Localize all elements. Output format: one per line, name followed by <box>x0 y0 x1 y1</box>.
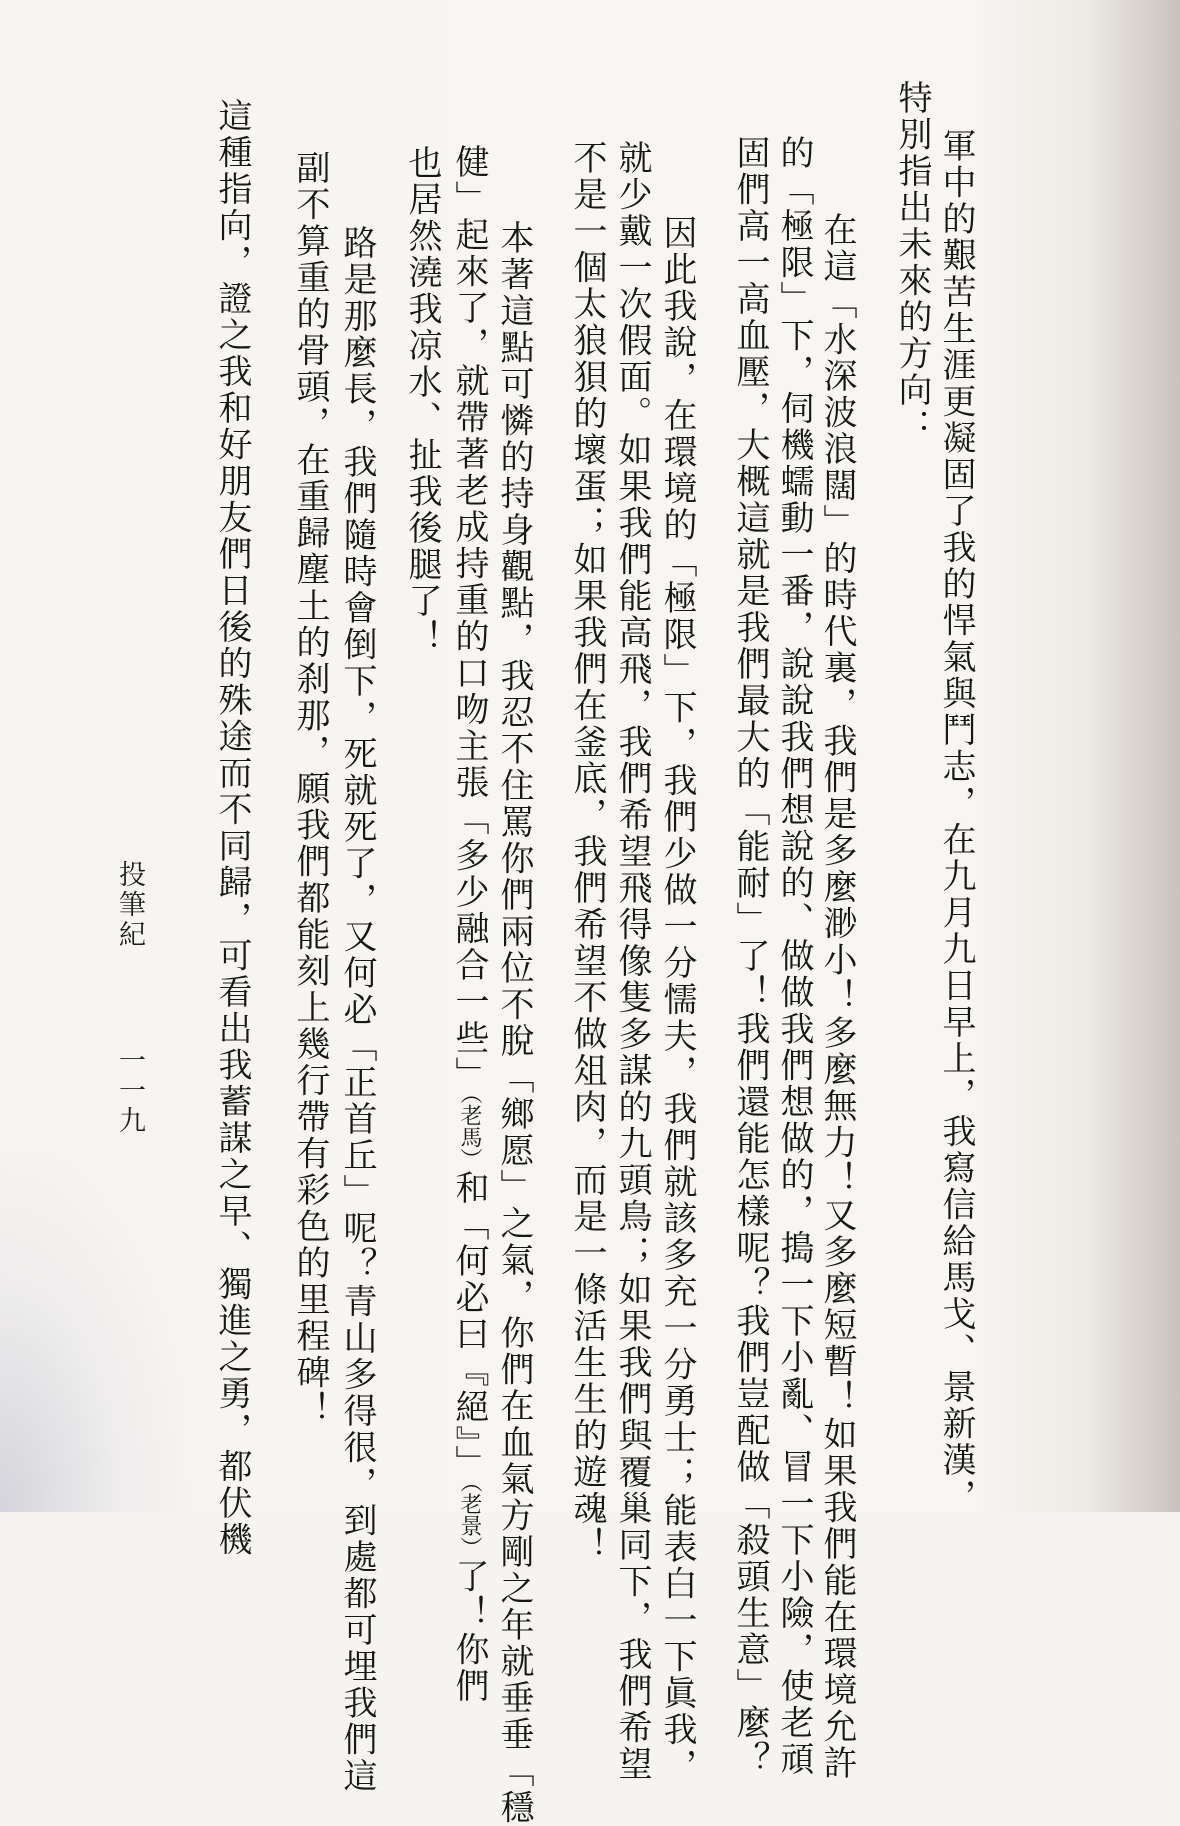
text-column-8: 不是一個太狼狽的壞蛋；如果我們在釜底，我們希望不做俎肉，而是一條活生生的遊魂！ <box>567 140 607 1564</box>
text-column-4: 的「極限」下，伺機蠕動一番，說說我們想說的、做做我們想做的，搗一下小亂、冒一下小險，使老頑 <box>774 135 814 1778</box>
text-column-1: 軍中的艱苦生涯更凝固了我的悍氣與鬥志，在九月九日早上，我寫信給馬戈、景新漢， <box>936 128 976 1515</box>
text-column-2: 特別指出未來的方向： <box>892 80 932 445</box>
text-column-5: 固們高一高血壓，大概這就是我們最大的「能耐」了！我們還能怎樣呢？我們豈配做「殺頭生意」麼？ <box>730 135 770 1778</box>
text-column-12: 路是那麼長，我們隨時會倒下，死就死了，又何必「正首丘」呢？青山多得很，到處都可埋我們這 <box>337 225 377 1795</box>
text-column-6: 因此我說，在環境的「極限」下，我們少做一分懦夫，我們就該多充一分勇士；能表白一下眞我， <box>657 215 697 1785</box>
annotation-lao-jing: （老景） <box>457 1481 482 1559</box>
page-edge-shadow <box>0 1150 190 1512</box>
page-number: 一一九 <box>114 1046 145 1136</box>
text-column-7: 就少戴一次假面。如果我們能高飛，我們希望飛得像隻多謀的九頭鳥；如果我們與覆巢同下，我們希望 <box>612 140 652 1783</box>
book-title: 投筆紀 <box>114 860 145 950</box>
text-column-14: 這種指向，證之我和好朋友們日後的殊途而不同歸，可看出我蓄謀之早、獨進之勇，都伏機 <box>212 98 252 1558</box>
text-column-10-part-c: 了！你們 <box>449 1558 489 1705</box>
text-column-10-part-a: 健」起來了，就帶著老成持重的口吻主張「多少融合一些」 <box>449 144 489 1093</box>
text-column-10-part-b: 和「何必曰『絕』」 <box>449 1170 489 1482</box>
text-column-10 <box>449 144 489 1705</box>
annotation-lao-ma: （老馬） <box>457 1093 482 1170</box>
text-column-11: 也居然澆我凉水、扯我後腿了！ <box>402 145 442 656</box>
text-column-9 <box>494 220 534 1826</box>
text-column-13: 副不算重的骨頭，在重歸塵土的刹那，願我們都能刻上幾行帶有彩色的里程碑！ <box>290 150 330 1428</box>
text-column-3: 在這「水深波浪闊」的時代裏，我們是多麼渺小！多麼無力！又多麼短暫！如果我們能在環境允許 <box>817 212 857 1782</box>
text-column-9-main: 本著這點可憐的持身觀點，我忍不住罵你們兩位不脫「鄉愿」之氣，你們在血氣方剛之年就垂垂「穩 <box>494 220 534 1826</box>
page-footer <box>110 860 149 1136</box>
